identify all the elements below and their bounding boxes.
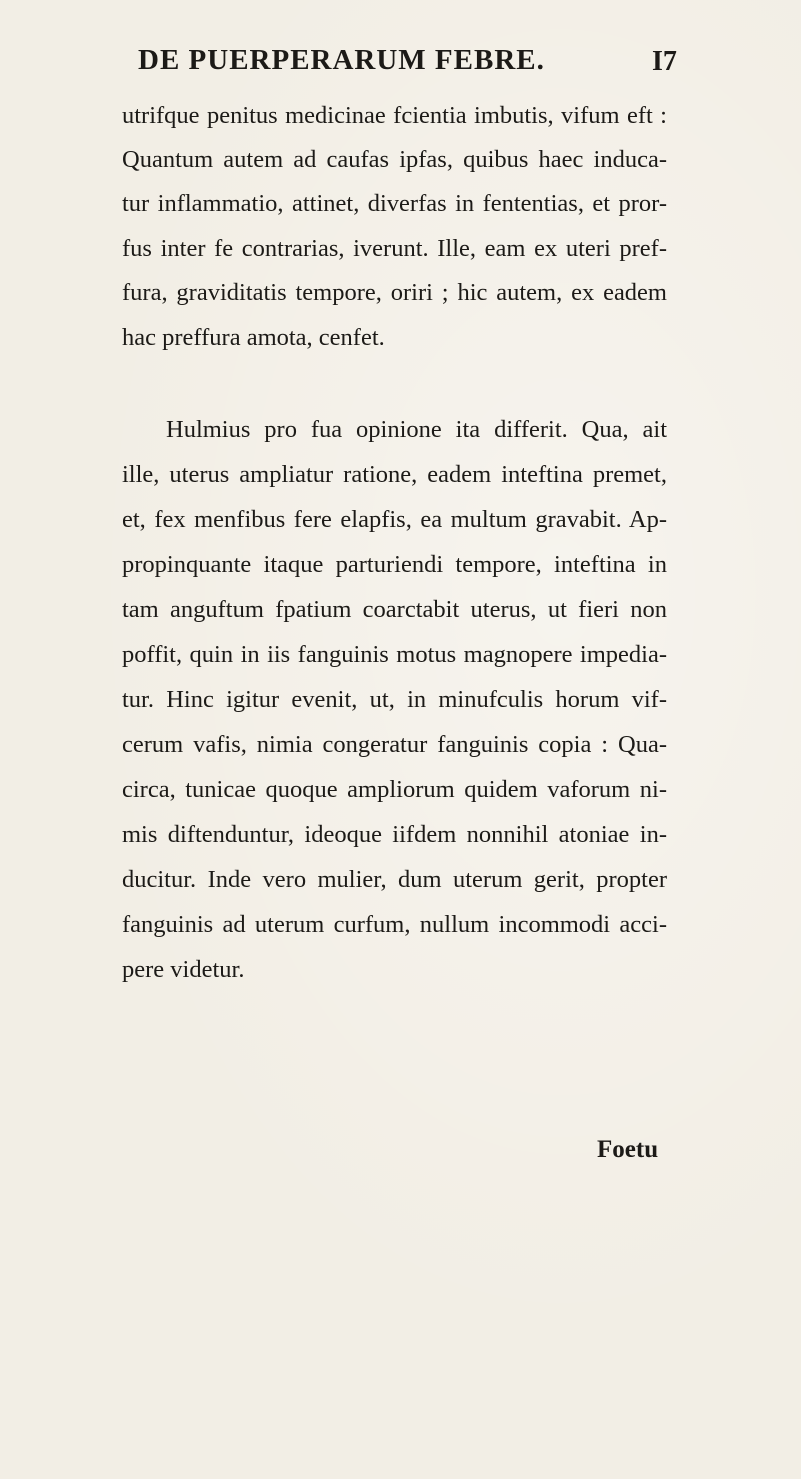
text-line: tur inflammatio, attinet, diverfas in fententias, et pror- bbox=[122, 190, 667, 217]
text-line: tam anguftum fpatium coarctabit uterus, ut fieri non bbox=[122, 596, 667, 623]
text-line: propinquante itaque parturiendi tempore, inteftina in bbox=[122, 551, 667, 578]
text-line: fanguinis ad uterum curfum, nullum incommodi acci- bbox=[122, 911, 667, 938]
text-line: utrifque penitus medicinae fcientia imbutis, vifum eft : bbox=[122, 102, 667, 129]
catchword: Foetu bbox=[597, 1136, 659, 1163]
text-line: tur. Hinc igitur evenit, ut, in minufculis horum vif- bbox=[122, 686, 667, 713]
page-header bbox=[0, 38, 801, 88]
text-line: fura, graviditatis tempore, oriri ; hic autem, ex eadem bbox=[122, 279, 667, 306]
text-line: mis diftenduntur, ideoque iifdem nonnihil atoniae in- bbox=[122, 821, 667, 848]
text-line: poffit, quin in iis fanguinis motus magnopere impedia- bbox=[122, 641, 667, 668]
text-line: circa, tunicae quoque ampliorum quidem vaforum ni- bbox=[122, 776, 667, 803]
text-line: cerum vafis, nimia congeratur fanguinis copia : Qua- bbox=[122, 731, 667, 758]
text-line: pere videtur. bbox=[122, 956, 245, 983]
text-line: ducitur. Inde vero mulier, dum uterum gerit, propter bbox=[122, 866, 667, 893]
text-line: hac preffura amota, cenfet. bbox=[122, 324, 385, 351]
text-line: ille, uterus ampliatur ratione, eadem inteftina premet, bbox=[122, 461, 667, 488]
text-line: et, fex menfibus fere elapfis, ea multum gravabit. Ap- bbox=[122, 506, 667, 533]
text-line: Hulmius pro fua opinione ita differit. Qua, ait bbox=[166, 416, 667, 443]
text-line: Quantum autem ad caufas ipfas, quibus haec induca- bbox=[122, 146, 667, 173]
page-number: I7 bbox=[652, 46, 677, 77]
text-line: fus inter fe contrarias, iverunt. Ille, eam ex uteri pref- bbox=[122, 235, 667, 262]
running-head: DE PUERPERARUM FEBRE. bbox=[138, 44, 545, 76]
